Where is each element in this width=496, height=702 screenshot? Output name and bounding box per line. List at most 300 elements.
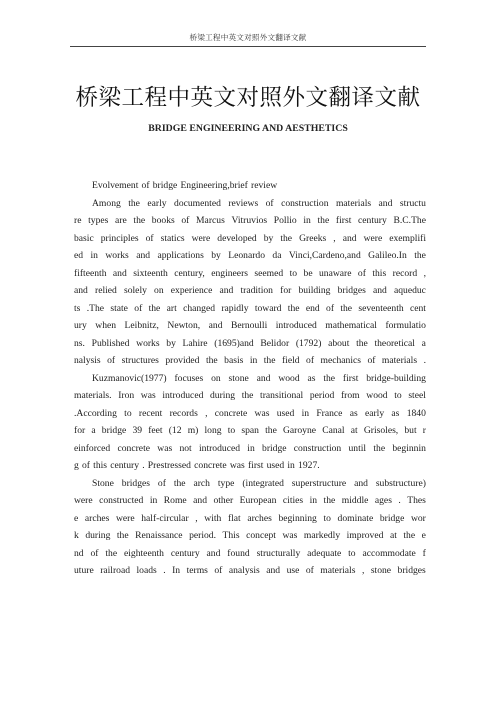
word: beginning bbox=[278, 512, 317, 524]
word: Prestressed bbox=[147, 460, 191, 471]
word: k bbox=[74, 530, 79, 541]
body-line bbox=[74, 510, 426, 528]
word: century bbox=[358, 215, 387, 226]
word: .The bbox=[86, 302, 105, 314]
word: found bbox=[227, 547, 250, 559]
word: used bbox=[266, 460, 285, 471]
word: this bbox=[372, 267, 387, 279]
word: ts bbox=[74, 302, 81, 314]
word: stone bbox=[370, 565, 392, 576]
body-line bbox=[74, 527, 426, 545]
word: unaware bbox=[319, 267, 352, 279]
word: century bbox=[170, 547, 200, 559]
word: was bbox=[229, 460, 245, 471]
word: tradition bbox=[240, 285, 273, 296]
word: of bbox=[141, 180, 150, 191]
body-line bbox=[74, 440, 426, 458]
header-rule bbox=[70, 46, 426, 47]
word: of bbox=[326, 302, 335, 314]
word: Iron bbox=[118, 390, 135, 401]
word: for bbox=[74, 425, 86, 436]
word: adequate bbox=[307, 547, 342, 559]
word: during bbox=[210, 390, 236, 401]
word: loads bbox=[136, 565, 157, 576]
word: at bbox=[389, 530, 397, 541]
word: , bbox=[195, 512, 198, 524]
word: was bbox=[157, 442, 173, 454]
word: early bbox=[147, 197, 167, 209]
word: the bbox=[133, 215, 146, 226]
word: the bbox=[148, 302, 161, 314]
word: statics bbox=[160, 232, 185, 244]
word: introduced bbox=[275, 320, 317, 331]
word: period. bbox=[189, 530, 216, 541]
word: introduced bbox=[198, 442, 241, 454]
word: formulatio bbox=[385, 320, 426, 331]
body-line bbox=[74, 422, 426, 440]
word: the bbox=[241, 390, 254, 401]
word: concrete bbox=[194, 460, 227, 471]
word: with bbox=[204, 512, 222, 524]
word: by bbox=[263, 232, 274, 244]
word: cent bbox=[409, 302, 426, 314]
word: not bbox=[179, 442, 192, 454]
word: uture bbox=[74, 565, 94, 576]
body-line bbox=[74, 212, 426, 230]
word: as bbox=[349, 407, 358, 419]
word: building bbox=[298, 285, 331, 296]
word: Evolvement bbox=[92, 180, 139, 191]
word: Newton, bbox=[167, 320, 201, 331]
word: recent bbox=[138, 407, 163, 419]
word: reviews bbox=[228, 197, 259, 209]
word: in bbox=[301, 407, 310, 419]
word: records bbox=[169, 407, 198, 419]
word: and bbox=[112, 267, 127, 279]
word: (integrated bbox=[242, 477, 284, 489]
word: ury bbox=[74, 320, 87, 331]
word: the bbox=[323, 495, 336, 506]
word: of bbox=[265, 197, 274, 209]
word: but bbox=[404, 425, 417, 436]
word: the bbox=[173, 477, 186, 489]
body-text bbox=[74, 177, 426, 580]
word: toward bbox=[254, 302, 282, 314]
word: (12 bbox=[168, 425, 182, 436]
word: changed bbox=[183, 302, 216, 314]
word: .According bbox=[74, 407, 117, 419]
word: of bbox=[81, 460, 90, 471]
word: Leonardo bbox=[228, 250, 265, 261]
word: works bbox=[105, 250, 129, 261]
word: eighteenth bbox=[124, 547, 164, 559]
word: substructure) bbox=[375, 477, 426, 489]
word: to bbox=[394, 390, 402, 401]
word: as bbox=[307, 372, 316, 384]
word: da bbox=[272, 250, 282, 261]
word: relied bbox=[95, 285, 117, 296]
word: arch bbox=[193, 477, 210, 489]
word: terms bbox=[186, 565, 208, 576]
word: Among bbox=[92, 197, 121, 209]
word: half-circular bbox=[141, 512, 189, 524]
word: ages bbox=[374, 495, 392, 506]
word: ns. bbox=[74, 337, 85, 349]
word: bridge bbox=[262, 442, 287, 454]
word: , bbox=[333, 232, 336, 244]
word: the bbox=[356, 337, 368, 349]
word: applications bbox=[157, 250, 204, 261]
word: by bbox=[211, 250, 221, 261]
word: stone bbox=[228, 372, 249, 384]
word: . bbox=[423, 355, 426, 366]
word: In bbox=[172, 565, 181, 576]
body-line bbox=[74, 195, 426, 213]
word: 1927. bbox=[298, 460, 320, 471]
word: of bbox=[90, 547, 99, 559]
word: railroad bbox=[100, 565, 131, 576]
word: e bbox=[421, 530, 426, 541]
word: review bbox=[251, 180, 278, 191]
word: span bbox=[241, 425, 259, 436]
body-line bbox=[74, 352, 426, 370]
word: and bbox=[256, 372, 271, 384]
word: Garoyne bbox=[283, 425, 317, 436]
word: in bbox=[309, 495, 318, 506]
word: use bbox=[286, 565, 300, 576]
word: Kuzmanovic(1977) bbox=[92, 372, 167, 384]
word: e bbox=[74, 512, 79, 524]
word: and bbox=[372, 285, 387, 296]
word: are bbox=[115, 215, 127, 226]
word: . bbox=[163, 565, 166, 576]
word: the bbox=[263, 355, 276, 366]
word: and bbox=[206, 547, 221, 559]
word: , bbox=[423, 267, 426, 279]
word: when bbox=[95, 320, 117, 331]
word: This bbox=[222, 530, 240, 541]
word: the bbox=[105, 547, 118, 559]
word: materials bbox=[320, 565, 356, 576]
word: Stone bbox=[92, 477, 114, 489]
word: books bbox=[151, 215, 175, 226]
word: record bbox=[392, 267, 418, 279]
word: in bbox=[287, 460, 295, 471]
word: seemed bbox=[254, 267, 284, 279]
word: long bbox=[204, 425, 222, 436]
word: in bbox=[247, 442, 255, 454]
word: ed bbox=[74, 250, 84, 261]
word: on bbox=[154, 285, 164, 296]
word: (1792) bbox=[295, 337, 322, 349]
word: and bbox=[193, 495, 207, 506]
body-line bbox=[74, 475, 426, 493]
word: were bbox=[191, 232, 211, 244]
word: during bbox=[85, 530, 111, 541]
word: the bbox=[280, 232, 293, 244]
word: of bbox=[157, 477, 166, 489]
word: (1695)and bbox=[214, 337, 254, 349]
word: to bbox=[348, 547, 356, 559]
word: of bbox=[305, 565, 314, 576]
word: improved bbox=[346, 530, 384, 541]
body-line bbox=[74, 335, 426, 353]
word: the bbox=[205, 355, 218, 366]
word: Published bbox=[91, 337, 130, 349]
word: of bbox=[214, 565, 223, 576]
word: type bbox=[217, 477, 235, 489]
word: of bbox=[134, 302, 143, 314]
word: Vinci,Cardeno,and bbox=[288, 250, 361, 261]
word: fifteenth bbox=[74, 267, 107, 279]
word: theoretical bbox=[374, 337, 415, 349]
word: basic bbox=[74, 232, 94, 244]
word: concrete bbox=[117, 442, 150, 454]
word: re bbox=[74, 215, 82, 226]
word: and bbox=[219, 285, 234, 296]
word: exemplifi bbox=[389, 232, 426, 244]
word: developed bbox=[217, 232, 257, 244]
word: Bernoulli bbox=[231, 320, 268, 331]
word: documented bbox=[174, 197, 221, 209]
word: first bbox=[247, 460, 264, 471]
word: Marcus bbox=[196, 215, 225, 226]
word: was bbox=[282, 530, 298, 541]
word: until bbox=[348, 442, 367, 454]
body-line bbox=[74, 247, 426, 265]
word: rapidly bbox=[221, 302, 249, 314]
word: superstructure bbox=[291, 477, 347, 489]
word: on bbox=[211, 372, 221, 384]
word: other bbox=[213, 495, 234, 506]
word: constructed bbox=[99, 495, 144, 506]
word: Leibnitz, bbox=[124, 320, 159, 331]
word: cities bbox=[282, 495, 304, 506]
word: beginnin bbox=[392, 442, 426, 454]
word: of bbox=[367, 355, 376, 366]
word: steel bbox=[408, 390, 426, 401]
word: feet bbox=[148, 425, 163, 436]
word: in bbox=[90, 250, 98, 261]
word: the bbox=[323, 372, 336, 384]
word: Pollio bbox=[273, 215, 297, 226]
body-line bbox=[74, 282, 426, 300]
word: and bbox=[136, 250, 151, 261]
word: arches bbox=[247, 512, 272, 524]
word: experience bbox=[170, 285, 213, 296]
word: types bbox=[88, 215, 109, 226]
word: of bbox=[181, 215, 190, 226]
word: bridge bbox=[379, 512, 405, 524]
document-subtitle: BRIDGE ENGINEERING AND AESTHETICS bbox=[148, 123, 348, 134]
word: structures bbox=[121, 355, 159, 366]
word: concept bbox=[246, 530, 276, 541]
word: early bbox=[364, 407, 385, 419]
word: to bbox=[227, 425, 236, 436]
word: the bbox=[265, 425, 277, 436]
word: first bbox=[335, 215, 352, 226]
word: Galileo.In bbox=[368, 250, 407, 261]
word: Grisoles, bbox=[363, 425, 399, 436]
word: concrete bbox=[214, 407, 248, 419]
word: analysis bbox=[228, 565, 260, 576]
document-title: 桥梁工程中英文对照外文翻译文献 bbox=[75, 85, 421, 111]
word: in bbox=[149, 495, 158, 506]
word: and bbox=[354, 477, 368, 489]
word: construction bbox=[281, 197, 329, 209]
word: , bbox=[361, 565, 365, 576]
word: Thes bbox=[407, 495, 426, 506]
word: the bbox=[116, 530, 129, 541]
word: the bbox=[317, 215, 330, 226]
word: in bbox=[249, 355, 258, 366]
word: this bbox=[93, 460, 108, 471]
word: f bbox=[422, 547, 426, 559]
word: Rome bbox=[163, 495, 187, 506]
word: and bbox=[378, 197, 393, 209]
word: by bbox=[166, 337, 176, 349]
word: sixteenth bbox=[133, 267, 168, 279]
word: . bbox=[398, 495, 401, 506]
word: Vitruvios bbox=[231, 215, 268, 226]
word: Lahire bbox=[182, 337, 208, 349]
word: used bbox=[276, 407, 295, 419]
word: a bbox=[91, 425, 96, 436]
word: wor bbox=[410, 512, 426, 524]
word: state bbox=[110, 302, 128, 314]
word: accommodate bbox=[362, 547, 416, 559]
word: European bbox=[239, 495, 277, 506]
word: bridges bbox=[121, 477, 151, 489]
word: construction bbox=[293, 442, 342, 454]
word: markedly bbox=[303, 530, 341, 541]
word: materials. bbox=[74, 390, 112, 401]
word: a bbox=[421, 337, 426, 349]
word: solely bbox=[123, 285, 147, 296]
word: . bbox=[142, 460, 145, 471]
word: the bbox=[414, 250, 426, 261]
word: r bbox=[422, 425, 426, 436]
word: aqueduc bbox=[393, 285, 426, 296]
body-line bbox=[74, 405, 426, 423]
running-header: 桥梁工程中英文对照外文翻译文献 bbox=[189, 33, 307, 42]
word: B.C.The bbox=[393, 215, 426, 226]
word: the bbox=[340, 302, 353, 314]
word: and bbox=[342, 232, 357, 244]
body-line bbox=[74, 230, 426, 248]
word: the bbox=[373, 442, 386, 454]
word: and bbox=[74, 285, 88, 296]
word: and bbox=[266, 565, 281, 576]
word: principles bbox=[100, 232, 139, 244]
word: nd bbox=[74, 547, 84, 559]
word: bridges bbox=[397, 565, 426, 576]
word: of bbox=[145, 232, 154, 244]
word: materials bbox=[381, 355, 418, 366]
word: and bbox=[208, 320, 223, 331]
word: 1840 bbox=[406, 407, 426, 419]
word: structurally bbox=[256, 547, 301, 559]
word: the bbox=[287, 302, 300, 314]
word: first bbox=[342, 372, 359, 384]
word: century bbox=[110, 460, 140, 471]
word: transitional bbox=[260, 390, 304, 401]
word: einforced bbox=[74, 442, 111, 454]
word: Engineering,brief bbox=[180, 180, 248, 191]
word: introduced bbox=[162, 390, 204, 401]
body-line bbox=[74, 177, 426, 195]
word: seventeenth bbox=[358, 302, 404, 314]
word: end bbox=[305, 302, 320, 314]
word: was bbox=[140, 390, 156, 401]
word: from bbox=[340, 390, 360, 401]
word: of bbox=[107, 355, 116, 366]
word: century, bbox=[174, 267, 205, 279]
word: of bbox=[306, 355, 315, 366]
word: art bbox=[166, 302, 177, 314]
word: g bbox=[74, 460, 79, 471]
word: be bbox=[303, 267, 313, 279]
word: were bbox=[115, 512, 135, 524]
word: m) bbox=[187, 425, 199, 436]
word: bridges bbox=[337, 285, 366, 296]
body-line bbox=[74, 545, 426, 563]
word: wood bbox=[366, 390, 388, 401]
body-line bbox=[74, 387, 426, 405]
word: structu bbox=[399, 197, 426, 209]
word: to bbox=[323, 512, 331, 524]
body-line bbox=[74, 457, 426, 475]
word: the bbox=[128, 197, 140, 209]
word: for bbox=[280, 285, 292, 296]
word: Canal bbox=[322, 425, 345, 436]
word: in bbox=[303, 215, 311, 226]
word: nalysis bbox=[74, 355, 101, 366]
word: to bbox=[289, 267, 298, 279]
word: about bbox=[328, 337, 350, 349]
word: bridge bbox=[152, 180, 178, 191]
word: provided bbox=[165, 355, 200, 366]
word: bridge bbox=[101, 425, 127, 436]
word: dominate bbox=[337, 512, 374, 524]
word: were bbox=[363, 232, 383, 244]
word: basis bbox=[224, 355, 244, 366]
word: works bbox=[136, 337, 160, 349]
word: to bbox=[124, 407, 132, 419]
body-line bbox=[74, 562, 426, 580]
word: France bbox=[316, 407, 343, 419]
word: arches bbox=[84, 512, 110, 524]
body-line bbox=[74, 370, 426, 388]
word: Greeks bbox=[299, 232, 327, 244]
word: period bbox=[309, 390, 335, 401]
word: were bbox=[74, 495, 93, 506]
word: the bbox=[403, 530, 416, 541]
word: bridge-building bbox=[366, 372, 426, 384]
word: focuses bbox=[174, 372, 204, 384]
body-line bbox=[74, 492, 426, 510]
word: engineers bbox=[211, 267, 248, 279]
word: mathematical bbox=[325, 320, 377, 331]
word: Renaissance bbox=[135, 530, 183, 541]
body-line bbox=[74, 317, 426, 335]
word: , bbox=[205, 407, 208, 419]
word: flat bbox=[227, 512, 241, 524]
word: 39 bbox=[132, 425, 143, 436]
word: of bbox=[357, 267, 366, 279]
word: at bbox=[350, 425, 358, 436]
word: mechanics bbox=[320, 355, 361, 366]
